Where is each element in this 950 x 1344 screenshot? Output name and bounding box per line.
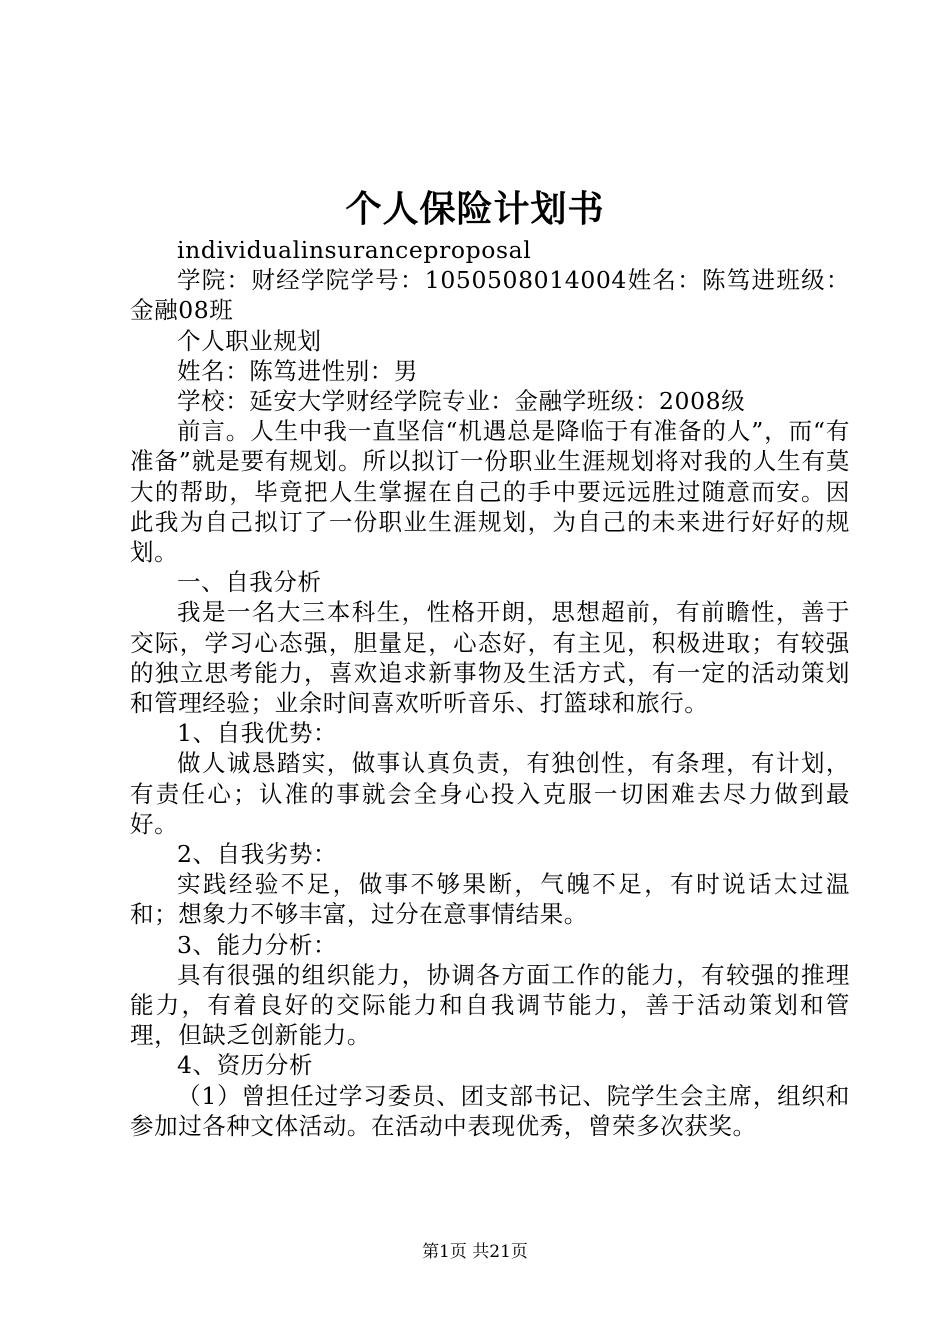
strengths-paragraph: 做人诚恳踏实，做事认真负责，有独创性，有条理，有计划，有责任心；认准的事就会全身心投入克服一切困难去尽力做到最好。 (130, 749, 850, 838)
english-subtitle: individualinsuranceproposal (177, 236, 532, 264)
preface-paragraph: 前言。人生中我一直坚信“机遇总是降临于有准备的人”，而“有准备”就是要有规划。所以拟订一份职业生涯规划将对我的人生有莫大的帮助，毕竟把人生掌握在自己的手中要远远胜过随意而安。因此我为自己拟订了一份职业生涯规划，为自己的未来进行好好的规划。 (130, 417, 850, 567)
experience-paragraph: （1）曾担任过学习委员、团支部书记、院学生会主席，组织和参加过各种文体活动。在活动中表现优秀，曾荣多次获奖。 (130, 1081, 850, 1140)
page-number: 第1页 共21页 (422, 1242, 528, 1262)
subheading-weaknesses: 2、自我劣势： (177, 840, 338, 869)
school-major: 学校：延安大学财经学院专业：金融学班级：2008级 (177, 387, 746, 416)
student-info: 学院：财经学院学号：1050508014004姓名：陈笃进班级：金融08班 (130, 266, 850, 325)
abilities-paragraph: 具有很强的组织能力，协调各方面工作的能力，有较强的推理能力，有着良好的交际能力和自我调节能力，善于活动策划和管理，但缺乏创新能力。 (130, 960, 850, 1050)
subheading-experience: 4、资历分析 (177, 1051, 314, 1080)
self-analysis-paragraph: 我是一名大三本科生，性格开朗，思想超前，有前瞻性，善于交际，学习心态强，胆量足，心态好，有主见，积极进取；有较强的独立思考能力，喜欢追求新事物及生活方式，有一定的活动策划和管理经验；业余时间喜欢听听音乐、打篮球和旅行。 (130, 598, 850, 718)
document-body (130, 235, 850, 1141)
section-heading: 个人职业规划 (177, 326, 322, 355)
subheading-abilities: 3、能力分析： (177, 930, 338, 959)
weaknesses-paragraph: 实践经验不足，做事不够果断，气魄不足，有时说话太过温和；想象力不够丰富，过分在意事情结果。 (130, 870, 850, 929)
section-heading-self-analysis: 一、自我分析 (177, 568, 322, 597)
document-title: 个人保险计划书 (345, 188, 605, 230)
name-gender: 姓名：陈笃进性别：男 (177, 356, 418, 385)
subheading-strengths: 1、自我优势： (177, 719, 338, 748)
